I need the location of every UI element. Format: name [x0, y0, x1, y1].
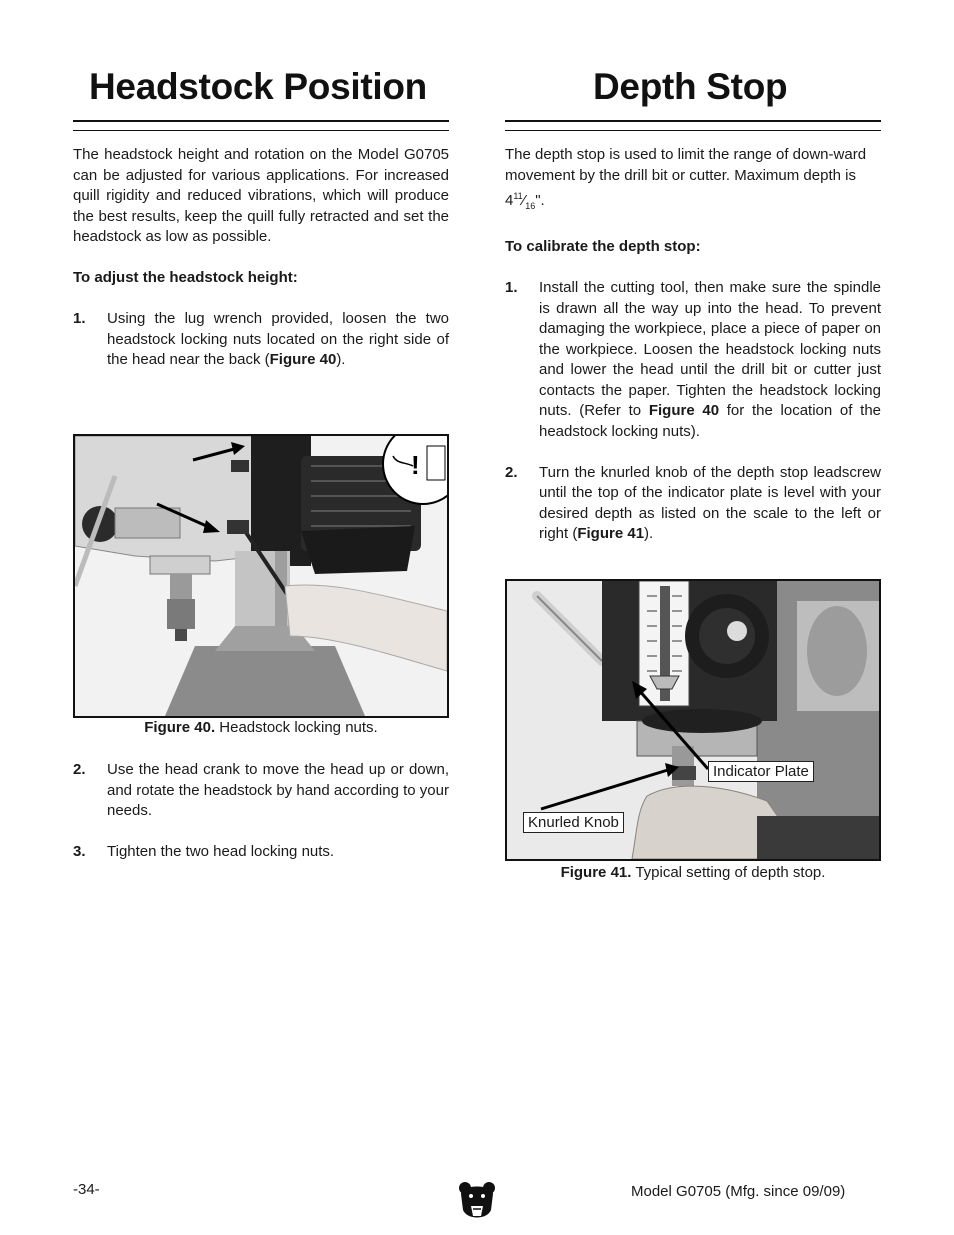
title-rule-bottom-right [505, 130, 881, 131]
headstock-text-block [73, 145, 449, 371]
depth-stop-subheading: To calibrate the depth stop: [505, 238, 701, 255]
headstock-step-2: 2. Use the head crank to move the head up or down, and rotate the headstock by hand according to your needs. [73, 761, 449, 819]
model-info: Model G0705 (Mfg. since 09/09) [631, 1183, 846, 1200]
headstock-subheading: To adjust the headstock height: [73, 269, 298, 286]
depth-stop-title: Depth Stop [593, 66, 788, 107]
depth-stop-step-1: 1. Install the cutting tool, then make sure the spindle is drawn all the way up into the head. To prevent damaging the workpiece, place a piece of paper on the workpiece. Loosen the headstock locking nuts and lower the head until the drill bit or cutter just contacts the paper. Tighten the headstock locking nuts. (Refer to Figure 40 for the location of the headstock locking nuts). [505, 279, 882, 440]
knurled-knob-callout: Knurled Knob [523, 812, 624, 833]
headstock-step-3: 3. Tighten the two head locking nuts. [73, 843, 335, 860]
headstock-position-title: Headstock Position [89, 66, 427, 107]
headstock-text-block-2 [73, 760, 449, 863]
bear-logo-icon [457, 1180, 497, 1224]
figure-40-caption: Figure 40. Headstock locking nuts. [144, 719, 378, 736]
figure-41-image [505, 579, 881, 861]
depth-stop-intro: The depth stop is used to limit the range of down-ward movement by the drill bit or cutter. Maximum depth is $4^{11}⁄_{16}$". [505, 146, 867, 211]
figure-41-reference: Figure 41 [577, 525, 645, 542]
headstock-step-1: 1. Using the lug wrench provided, loosen the two headstock locking nuts located on the right side of the head near the back (Figure 40). [73, 310, 449, 368]
figure-40-reference: Figure 40 [269, 351, 337, 368]
depth-stop-text-block [505, 145, 881, 545]
indicator-plate-callout: Indicator Plate [708, 761, 814, 782]
figure-41-caption: Figure 41. Typical setting of depth stop. [560, 864, 826, 881]
figure-40-image [73, 434, 449, 718]
svg-text:!: ! [411, 450, 420, 480]
title-rule-top [73, 120, 449, 122]
headstock-intro: The headstock height and rotation on the Model G0705 can be adjusted for various applications. For increased quill rigidity and reduced vibrations, which will produce the best results, keep the quill fully retracted and set the headstock as low as possible. [73, 146, 449, 245]
depth-stop-step-2: 2. Turn the knurled knob of the depth stop leadscrew until the top of the indicator plate is level with your desired depth as listed on the scale to the left or right (Figure 41). [505, 463, 881, 542]
figure-40-reference-right: Figure 40 [648, 402, 720, 419]
title-rule-top-right [505, 120, 881, 122]
page-number: -34- [73, 1181, 100, 1198]
title-rule-bottom [73, 130, 449, 131]
